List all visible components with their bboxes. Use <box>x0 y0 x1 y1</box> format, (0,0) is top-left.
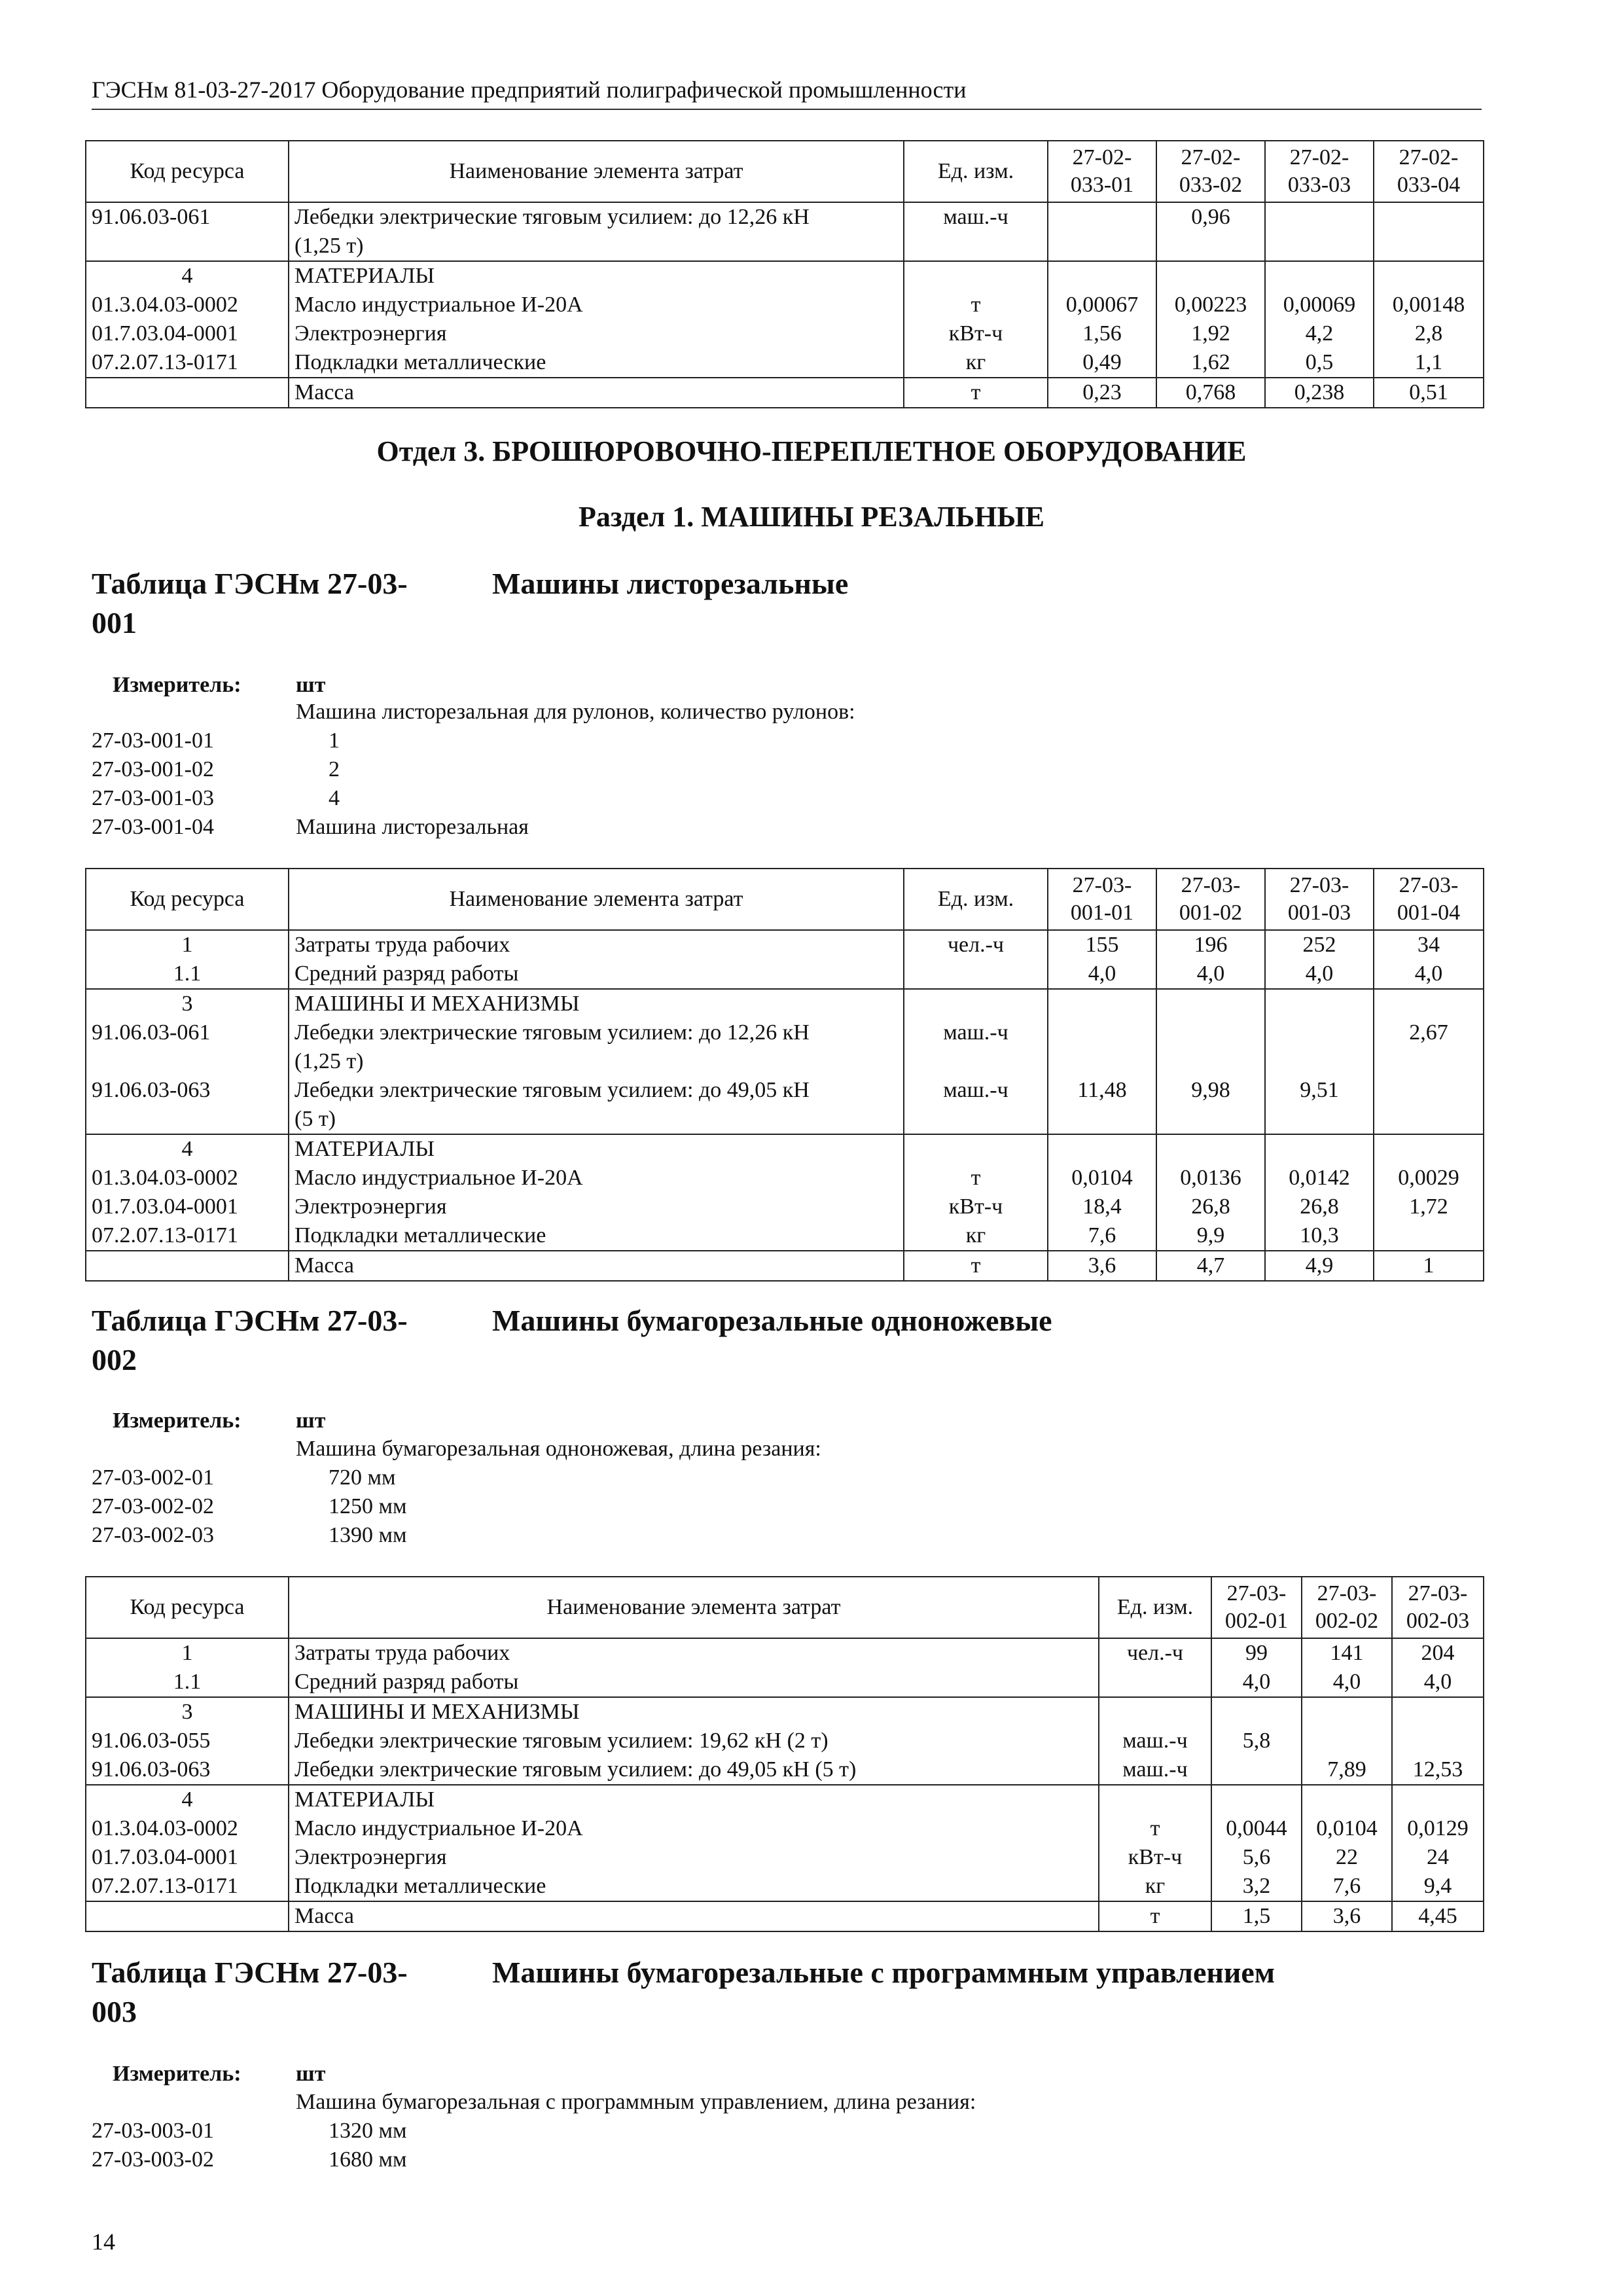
meter-unit: шт <box>296 1408 326 1433</box>
table-3-title: Машины бумагорезальные с программным управлением <box>492 1956 1275 1989</box>
meter-item-value: 720 мм <box>329 1465 396 1490</box>
table-row: 01.3.04.03-0002 Масло индустриальное И-20А т 0,0044 0,0104 0,0129 <box>86 1814 1484 1843</box>
table-row: 01.3.04.03-0002 Масло индустриальное И-20А т 0,00067 0,00223 0,00069 0,00148 <box>86 291 1484 319</box>
norms-table-2 <box>85 1576 1484 1932</box>
table-row: 91.06.03-063 Лебедки электрические тяговым усилием: до 49,05 кН (5 т) маш.-ч 11,48 9,98 9,51 <box>86 1076 1484 1134</box>
meter-description: Машина бумагорезальная с программным управлением, длина резания: <box>296 2090 976 2114</box>
header-rule <box>92 109 1482 110</box>
meter-item-code: 27-03-002-01 <box>92 1465 214 1490</box>
continuation-table <box>85 140 1484 408</box>
group-row: 4 МАТЕРИАЛЫ <box>86 261 1484 291</box>
table-row: 01.7.03.04-0001 Электроэнергия кВт-ч 5,6 22 24 <box>86 1843 1484 1872</box>
meter-item-code: 27-03-001-01 <box>92 728 214 753</box>
meter-item-code: 27-03-002-02 <box>92 1494 214 1518</box>
meter-unit: шт <box>296 2062 326 2086</box>
department-title: Отдел 3. БРОШЮРОВОЧНО-ПЕРЕПЛЕТНОЕ ОБОРУДОВАНИЕ <box>376 435 1247 467</box>
table-row: 07.2.07.13-0171 Подкладки металлические кг 0,49 1,62 0,5 1,1 <box>86 348 1484 378</box>
table-row: 01.3.04.03-0002 Масло индустриальное И-20А т 0,0104 0,0136 0,0142 0,0029 <box>86 1164 1484 1193</box>
table-row: 01.7.03.04-0001 Электроэнергия кВт-ч 18,4 26,8 26,8 1,72 <box>86 1193 1484 1221</box>
meter-item-value: 1390 мм <box>329 1523 407 1547</box>
table-row: 1.1 Средний разряд работы 4,0 4,0 4,0 <box>86 1668 1484 1697</box>
meter-item-code: 27-03-002-03 <box>92 1523 214 1547</box>
meter-description: Машина бумагорезальная одноножевая, длина резания: <box>296 1437 821 1461</box>
col-code-3: 27-02-033-03 <box>1265 141 1374 202</box>
table-header-row <box>86 141 1484 202</box>
meter-unit: шт <box>296 673 326 697</box>
table-row <box>86 202 1484 261</box>
table-row: 07.2.07.13-0171 Подкладки металлические кг 3,2 7,6 9,4 <box>86 1872 1484 1901</box>
table-row: 07.2.07.13-0171 Подкладки металлические кг 7,6 9,9 10,3 <box>86 1221 1484 1251</box>
group-row: 3 МАШИНЫ И МЕХАНИЗМЫ <box>86 1697 1484 1727</box>
meter-item-code: 27-03-001-04 <box>92 815 214 839</box>
meter-label: Измеритель: <box>113 1408 241 1433</box>
col-code-4: 27-02-033-04 <box>1374 141 1484 202</box>
meter-item-value: 4 <box>329 786 340 810</box>
mass-row: Масса т 0,23 0,768 0,238 0,51 <box>86 378 1484 408</box>
table-2-title: Машины бумагорезальные одноножевые <box>492 1304 1052 1337</box>
resource-name: Лебедки электрические тяговым усилием: до 12,26 кН (1,25 т) <box>289 202 904 261</box>
value-cell: 0,96 <box>1156 202 1265 261</box>
meter-item-code: 27-03-003-02 <box>92 2147 214 2172</box>
table-row: 1 Затраты труда рабочих чел.-ч 99 141 204 <box>86 1638 1484 1668</box>
table-1-title: Машины листорезальные <box>492 567 849 600</box>
col-unit-header: Ед. изм. <box>904 141 1048 202</box>
meter-item-code: 27-03-003-01 <box>92 2119 214 2143</box>
table-row: 01.7.03.04-0001 Электроэнергия кВт-ч 1,56 1,92 4,2 2,8 <box>86 319 1484 348</box>
meter-label: Измеритель: <box>113 673 241 697</box>
meter-item-value: 1320 мм <box>329 2119 407 2143</box>
meter-item-value: 1250 мм <box>329 1494 407 1518</box>
meter-label: Измеритель: <box>113 2062 241 2086</box>
table-header-row: Код ресурса Наименование элемента затрат Ед. изм. 27-03-001-01 27-03-001-02 27-03-001-03 27-03-001-04 <box>86 869 1484 930</box>
table-2-number: Таблица ГЭСНм 27-03- 002 <box>92 1304 408 1376</box>
mass-row: Масса т 1,5 3,6 4,45 <box>86 1901 1484 1931</box>
table-1-number: Таблица ГЭСНм 27-03- 001 <box>92 567 408 639</box>
group-row: 3 МАШИНЫ И МЕХАНИЗМЫ <box>86 989 1484 1018</box>
col-code-2: 27-02-033-02 <box>1156 141 1265 202</box>
norms-table-1 <box>85 868 1484 1282</box>
meter-item-value: 2 <box>329 757 340 781</box>
table-3-number: Таблица ГЭСНм 27-03- 003 <box>92 1956 408 2028</box>
table-row: 1 Затраты труда рабочих чел.-ч 155 196 252 34 <box>86 930 1484 960</box>
table-row: 91.06.03-055 Лебедки электрические тяговым усилием: 19,62 кН (2 т) маш.-ч 5,8 <box>86 1727 1484 1755</box>
col-code-1: 27-02-033-01 <box>1048 141 1156 202</box>
group-row: 4 МАТЕРИАЛЫ <box>86 1134 1484 1164</box>
table-row: 1.1 Средний разряд работы 4,0 4,0 4,0 4,0 <box>86 960 1484 989</box>
meter-item-value: 1 <box>329 728 340 753</box>
table-row: 91.06.03-063 Лебедки электрические тяговым усилием: до 49,05 кН (5 т) маш.-ч 7,89 12,53 <box>86 1755 1484 1785</box>
meter-item-value: Машина листорезальная <box>296 815 529 839</box>
mass-row: Масса т 3,6 4,7 4,9 1 <box>86 1251 1484 1281</box>
meter-item-value: 1680 мм <box>329 2147 407 2172</box>
resource-code: 91.06.03-061 <box>86 202 289 261</box>
resource-unit: маш.-ч <box>904 202 1048 261</box>
meter-item-code: 27-03-001-02 <box>92 757 214 781</box>
group-row: 4 МАТЕРИАЛЫ <box>86 1785 1484 1814</box>
section-title: Раздел 1. МАШИНЫ РЕЗАЛЬНЫЕ <box>579 501 1044 533</box>
meter-item-code: 27-03-001-03 <box>92 786 214 810</box>
table-row: 91.06.03-061 Лебедки электрические тяговым усилием: до 12,26 кН (1,25 т) маш.-ч 2,67 <box>86 1018 1484 1076</box>
page-number: 14 <box>92 2229 115 2255</box>
col-code-header: Код ресурса <box>86 141 289 202</box>
meter-description: Машина листорезальная для рулонов, количество рулонов: <box>296 700 855 724</box>
col-name-header: Наименование элемента затрат <box>289 141 904 202</box>
table-header-row: Код ресурса Наименование элемента затрат Ед. изм. 27-03-002-01 27-03-002-02 27-03-002-03 <box>86 1577 1484 1638</box>
page-header: ГЭСНм 81-03-27-2017 Оборудование предприятий полиграфической промышленности <box>92 77 967 103</box>
